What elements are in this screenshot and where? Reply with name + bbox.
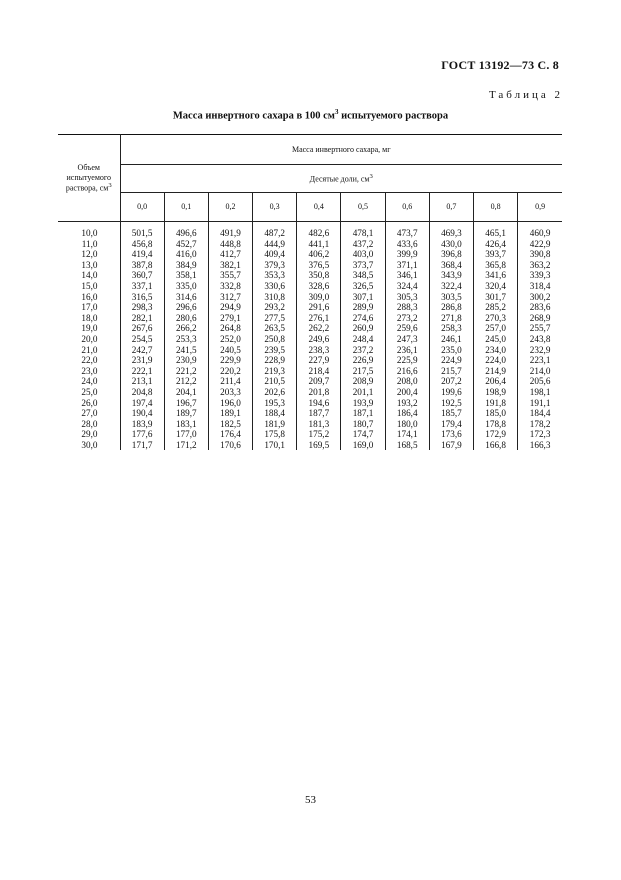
table-cell: 209,7 bbox=[297, 376, 341, 387]
table-cell: 220,2 bbox=[208, 366, 252, 377]
table-cell: 264,8 bbox=[208, 323, 252, 334]
table-cell: 241,5 bbox=[164, 345, 208, 356]
table-cell: 252,0 bbox=[208, 334, 252, 345]
table-cell: 187,7 bbox=[297, 408, 341, 419]
table-cell: 412,7 bbox=[208, 249, 252, 260]
table-cell: 282,1 bbox=[131, 312, 153, 323]
column-header: 0,4 bbox=[297, 193, 341, 222]
table-cell: 409,4 bbox=[253, 249, 297, 260]
table-cell: 171,2 bbox=[164, 440, 208, 451]
row-volume: 13,0 bbox=[58, 260, 120, 271]
table-cell: 452,7 bbox=[164, 239, 208, 250]
row-volume: 12,0 bbox=[58, 249, 120, 260]
document-reference: ГОСТ 13192—73 С. 8 bbox=[441, 58, 559, 72]
table-cell: 210,5 bbox=[253, 376, 297, 387]
table-cell: 298,3 bbox=[131, 302, 153, 313]
table-cell: 280,6 bbox=[164, 313, 208, 324]
table-cell: 234,0 bbox=[474, 345, 518, 356]
table-cell: 254,5 bbox=[131, 333, 153, 344]
table-cell: 238,3 bbox=[297, 345, 341, 356]
table-cell: 190,4 bbox=[131, 408, 153, 419]
table-cell: 263,5 bbox=[253, 323, 297, 334]
table-cell: 469,3 bbox=[429, 222, 473, 239]
table-cell: 305,3 bbox=[385, 292, 429, 303]
column-header: 0,2 bbox=[208, 193, 252, 222]
row-volume: 22,0 bbox=[58, 355, 120, 366]
table-cell: 318,4 bbox=[518, 281, 562, 292]
table-cell: 307,1 bbox=[341, 292, 385, 303]
table-cell: 185,0 bbox=[474, 408, 518, 419]
row-volume: 14,0 bbox=[58, 270, 120, 281]
table-cell: 191,1 bbox=[518, 398, 562, 409]
table-cell: 346,1 bbox=[385, 270, 429, 281]
table-cell: 194,6 bbox=[297, 398, 341, 409]
column-header: 0,8 bbox=[474, 193, 518, 222]
table-cell: 286,8 bbox=[429, 302, 473, 313]
table-cell: 288,3 bbox=[385, 302, 429, 313]
table-title-text: Масса инвертного сахара в 100 см bbox=[172, 110, 335, 122]
table-cell: 179,4 bbox=[429, 419, 473, 430]
table-cell: 221,2 bbox=[164, 366, 208, 377]
table-cell: 368,4 bbox=[429, 260, 473, 271]
stub-line-2: испытуемого bbox=[66, 172, 111, 182]
table-cell: 416,0 bbox=[164, 249, 208, 260]
table-cell: 277,5 bbox=[253, 313, 297, 324]
table-cell: 350,8 bbox=[297, 270, 341, 281]
table-row bbox=[58, 398, 562, 409]
table-cell: 273,2 bbox=[385, 313, 429, 324]
column-header: 0,9 bbox=[518, 193, 562, 222]
table-cell: 166,3 bbox=[518, 440, 562, 451]
table-row bbox=[58, 270, 562, 281]
table-cell: 328,6 bbox=[297, 281, 341, 292]
table-row bbox=[58, 387, 562, 398]
table-cell: 178,8 bbox=[474, 419, 518, 430]
table-cell: 257,0 bbox=[474, 323, 518, 334]
row-volume: 16,0 bbox=[58, 292, 120, 303]
table-cell: 167,9 bbox=[429, 440, 473, 451]
table-cell: 243,8 bbox=[518, 334, 562, 345]
table-cell: 343,9 bbox=[429, 270, 473, 281]
table-cell: 215,7 bbox=[429, 366, 473, 377]
column-header: 0,6 bbox=[385, 193, 429, 222]
row-volume: 20,0 bbox=[58, 334, 120, 345]
table-cell: 255,7 bbox=[518, 323, 562, 334]
column-header: 0,0 bbox=[120, 193, 164, 222]
table-cell: 393,7 bbox=[474, 249, 518, 260]
table-cell: 181,9 bbox=[253, 419, 297, 430]
table-cell: 222,1 bbox=[131, 365, 153, 376]
table-cell: 177,0 bbox=[164, 429, 208, 440]
row-volume: 26,0 bbox=[58, 398, 120, 409]
table-cell: 205,6 bbox=[518, 376, 562, 387]
table-cell: 196,7 bbox=[164, 398, 208, 409]
table-cell: 301,7 bbox=[474, 292, 518, 303]
table-cell: 289,9 bbox=[341, 302, 385, 313]
table-row bbox=[58, 239, 562, 250]
table-cell: 223,1 bbox=[518, 355, 562, 366]
table-cell: 496,6 bbox=[164, 222, 208, 239]
table-cell: 226,9 bbox=[341, 355, 385, 366]
table-cell: 384,9 bbox=[164, 260, 208, 271]
table-cell: 236,1 bbox=[385, 345, 429, 356]
table-cell: 208,0 bbox=[385, 376, 429, 387]
table-cell: 473,7 bbox=[385, 222, 429, 239]
table-cell: 199,6 bbox=[429, 387, 473, 398]
table-cell: 274,6 bbox=[341, 313, 385, 324]
table-cell: 341,6 bbox=[474, 270, 518, 281]
table-cell: 444,9 bbox=[253, 239, 297, 250]
table-cell: 175,2 bbox=[297, 429, 341, 440]
table-cell: 198,9 bbox=[474, 387, 518, 398]
table-cell: 403,0 bbox=[341, 249, 385, 260]
table-cell: 309,0 bbox=[297, 292, 341, 303]
table-cell: 460,9 bbox=[518, 222, 562, 239]
table-cell: 204,1 bbox=[164, 387, 208, 398]
table-cell: 242,7 bbox=[131, 344, 153, 355]
table-cell: 248,4 bbox=[341, 334, 385, 345]
row-volume: 18,0 bbox=[58, 313, 120, 324]
table-cell: 216,6 bbox=[385, 366, 429, 377]
table-cell: 197,4 bbox=[131, 397, 153, 408]
table-cell: 174,1 bbox=[385, 429, 429, 440]
table-cell: 219,3 bbox=[253, 366, 297, 377]
table-cell: 371,1 bbox=[385, 260, 429, 271]
stub-line-3: раствора, см bbox=[65, 183, 109, 193]
table-cell: 314,6 bbox=[164, 292, 208, 303]
table-row bbox=[58, 323, 562, 334]
table-cell: 178,2 bbox=[518, 419, 562, 430]
table-cell: 187,1 bbox=[341, 408, 385, 419]
table-cell: 291,6 bbox=[297, 302, 341, 313]
table-row bbox=[58, 260, 562, 271]
table-row bbox=[58, 222, 562, 239]
table-cell: 201,1 bbox=[341, 387, 385, 398]
table-cell: 201,8 bbox=[297, 387, 341, 398]
table-title-sup: 3 bbox=[334, 108, 339, 116]
table-title-tail: испытуемого раствора bbox=[338, 110, 449, 122]
table-cell: 172,3 bbox=[518, 429, 562, 440]
table-cell: 188,4 bbox=[253, 408, 297, 419]
row-volume: 27,0 bbox=[58, 408, 120, 419]
table-cell: 430,0 bbox=[429, 239, 473, 250]
table-cell: 249,6 bbox=[297, 334, 341, 345]
table-cell: 406,2 bbox=[297, 249, 341, 260]
row-volume: 10,0 bbox=[58, 222, 120, 239]
table-cell: 203,3 bbox=[208, 387, 252, 398]
table-cell: 182,5 bbox=[208, 419, 252, 430]
table-cell: 214,9 bbox=[474, 366, 518, 377]
table-cell: 320,4 bbox=[474, 281, 518, 292]
table-cell: 230,9 bbox=[164, 355, 208, 366]
stub-header bbox=[58, 135, 120, 222]
table-cell: 326,5 bbox=[341, 281, 385, 292]
table-cell: 246,1 bbox=[429, 334, 473, 345]
table-cell: 183,9 bbox=[131, 418, 153, 429]
column-header: 0,7 bbox=[429, 193, 473, 222]
table-cell: 365,8 bbox=[474, 260, 518, 271]
table-cell: 283,6 bbox=[518, 302, 562, 313]
table-cell: 195,3 bbox=[253, 398, 297, 409]
table-cell: 390,8 bbox=[518, 249, 562, 260]
table-cell: 217,5 bbox=[341, 366, 385, 377]
table-cell: 260,9 bbox=[341, 323, 385, 334]
table-cell: 245,0 bbox=[474, 334, 518, 345]
column-header: 0,3 bbox=[253, 193, 297, 222]
table-cell: 218,4 bbox=[297, 366, 341, 377]
table-cell: 348,5 bbox=[341, 270, 385, 281]
table-cell: 204,8 bbox=[131, 386, 153, 397]
table-cell: 176,4 bbox=[208, 429, 252, 440]
table-cell: 482,6 bbox=[297, 222, 341, 239]
table-cell: 177,6 bbox=[131, 429, 153, 440]
table-cell: 294,9 bbox=[208, 302, 252, 313]
table-cell: 376,5 bbox=[297, 260, 341, 271]
row-volume: 11,0 bbox=[58, 239, 120, 250]
table-cell: 173,6 bbox=[429, 429, 473, 440]
table-cell: 268,9 bbox=[518, 313, 562, 324]
table-cell: 387,8 bbox=[131, 259, 153, 270]
column-header: 0,5 bbox=[341, 193, 385, 222]
table-cell: 180,0 bbox=[385, 419, 429, 430]
table-cell: 276,1 bbox=[297, 313, 341, 324]
table-label: Таблица 2 bbox=[488, 89, 563, 101]
table-cell: 337,1 bbox=[131, 280, 153, 291]
row-volume: 21,0 bbox=[58, 345, 120, 356]
table-cell: 501,5 bbox=[131, 228, 153, 238]
table-cell: 363,2 bbox=[518, 260, 562, 271]
table-cell: 465,1 bbox=[474, 222, 518, 239]
table-cell: 213,1 bbox=[131, 376, 153, 387]
table-cell: 266,2 bbox=[164, 323, 208, 334]
table-cell: 198,1 bbox=[518, 387, 562, 398]
table-row bbox=[58, 366, 562, 377]
header-mass: Масса инвертного сахара, мг bbox=[120, 135, 562, 165]
table-cell: 170,1 bbox=[253, 440, 297, 451]
table-cell: 303,5 bbox=[429, 292, 473, 303]
table-cell: 279,1 bbox=[208, 313, 252, 324]
table-cell: 262,2 bbox=[297, 323, 341, 334]
row-volume: 28,0 bbox=[58, 419, 120, 430]
table-row bbox=[58, 334, 562, 345]
table-cell: 207,2 bbox=[429, 376, 473, 387]
table-cell: 456,8 bbox=[131, 238, 153, 249]
table-cell: 330,6 bbox=[253, 281, 297, 292]
table-cell: 225,9 bbox=[385, 355, 429, 366]
table-cell: 196,0 bbox=[208, 398, 252, 409]
table-cell: 259,6 bbox=[385, 323, 429, 334]
table-row bbox=[58, 281, 562, 292]
row-volume: 15,0 bbox=[58, 281, 120, 292]
table-cell: 373,7 bbox=[341, 260, 385, 271]
table-cell: 355,7 bbox=[208, 270, 252, 281]
table-cell: 247,3 bbox=[385, 334, 429, 345]
table-cell: 441,1 bbox=[297, 239, 341, 250]
table-cell: 208,9 bbox=[341, 376, 385, 387]
table-row bbox=[58, 345, 562, 356]
table-cell: 422,9 bbox=[518, 239, 562, 250]
table-cell: 171,7 bbox=[131, 439, 153, 450]
table-cell: 193,2 bbox=[385, 398, 429, 409]
table-cell: 448,8 bbox=[208, 239, 252, 250]
table-cell: 169,5 bbox=[297, 440, 341, 451]
table-cell: 433,6 bbox=[385, 239, 429, 250]
table-cell: 211,4 bbox=[208, 376, 252, 387]
column-header: 0,1 bbox=[164, 193, 208, 222]
table-cell: 240,5 bbox=[208, 345, 252, 356]
table-title bbox=[0, 108, 621, 122]
table-cell: 399,9 bbox=[385, 249, 429, 260]
row-volume: 17,0 bbox=[58, 302, 120, 313]
table-cell: 419,4 bbox=[131, 249, 153, 260]
table-cell: 253,3 bbox=[164, 334, 208, 345]
table-row bbox=[58, 292, 562, 303]
row-volume: 30,0 bbox=[58, 440, 120, 451]
row-volume: 19,0 bbox=[58, 323, 120, 334]
row-volume: 24,0 bbox=[58, 376, 120, 387]
table-cell: 169,0 bbox=[341, 440, 385, 451]
table-cell: 206,4 bbox=[474, 376, 518, 387]
table-cell: 270,3 bbox=[474, 313, 518, 324]
table-cell: 339,3 bbox=[518, 270, 562, 281]
table-cell: 193,9 bbox=[341, 398, 385, 409]
table-cell: 235,0 bbox=[429, 345, 473, 356]
table-row bbox=[58, 355, 562, 366]
table-row bbox=[58, 440, 562, 451]
row-volume: 29,0 bbox=[58, 429, 120, 440]
table-cell: 267,6 bbox=[131, 323, 153, 334]
page-number: 53 bbox=[305, 794, 316, 806]
table-row bbox=[58, 376, 562, 387]
table-cell: 358,1 bbox=[164, 270, 208, 281]
table-cell: 183,1 bbox=[164, 419, 208, 430]
table-cell: 200,4 bbox=[385, 387, 429, 398]
table-cell: 224,9 bbox=[429, 355, 473, 366]
table-cell: 332,8 bbox=[208, 281, 252, 292]
table-cell: 312,7 bbox=[208, 292, 252, 303]
header-tenths bbox=[120, 165, 562, 193]
table-cell: 487,2 bbox=[253, 222, 297, 239]
table-cell: 239,5 bbox=[253, 345, 297, 356]
table-cell: 189,1 bbox=[208, 408, 252, 419]
table-cell: 172,9 bbox=[474, 429, 518, 440]
table-cell: 185,7 bbox=[429, 408, 473, 419]
table-cell: 310,8 bbox=[253, 292, 297, 303]
row-volume: 23,0 bbox=[58, 366, 120, 377]
table-cell: 181,3 bbox=[297, 419, 341, 430]
stub-sup: 3 bbox=[108, 181, 112, 189]
table-cell: 360,7 bbox=[131, 270, 153, 281]
table-row bbox=[58, 313, 562, 324]
table-cell: 396,8 bbox=[429, 249, 473, 260]
table-cell: 379,3 bbox=[253, 260, 297, 271]
table-cell: 271,8 bbox=[429, 313, 473, 324]
table-cell: 212,2 bbox=[164, 376, 208, 387]
table-cell: 184,4 bbox=[518, 408, 562, 419]
sugar-mass-table bbox=[58, 134, 562, 450]
table-cell: 382,1 bbox=[208, 260, 252, 271]
table-cell: 296,6 bbox=[164, 302, 208, 313]
table-cell: 175,8 bbox=[253, 429, 297, 440]
table-cell: 224,0 bbox=[474, 355, 518, 366]
table-cell: 231,9 bbox=[131, 355, 153, 366]
table-cell: 300,2 bbox=[518, 292, 562, 303]
table-cell: 191,8 bbox=[474, 398, 518, 409]
table-row bbox=[58, 302, 562, 313]
table-cell: 168,5 bbox=[385, 440, 429, 451]
table-cell: 237,2 bbox=[341, 345, 385, 356]
table-cell: 192,5 bbox=[429, 398, 473, 409]
table-cell: 316,5 bbox=[131, 291, 153, 302]
table-cell: 285,2 bbox=[474, 302, 518, 313]
table-cell: 250,8 bbox=[253, 334, 297, 345]
table-row bbox=[58, 408, 562, 419]
table-cell: 293,2 bbox=[253, 302, 297, 313]
header-tenths-sup: 3 bbox=[369, 173, 373, 181]
table-cell: 437,2 bbox=[341, 239, 385, 250]
stub-line-1: Объем bbox=[77, 163, 100, 173]
header-tenths-text: Десятые доли, см bbox=[309, 174, 370, 184]
table-cell: 232,9 bbox=[518, 345, 562, 356]
table-cell: 353,3 bbox=[253, 270, 297, 281]
table-cell: 202,6 bbox=[253, 387, 297, 398]
table-cell: 322,4 bbox=[429, 281, 473, 292]
table-cell: 174,7 bbox=[341, 429, 385, 440]
table-row bbox=[58, 249, 562, 260]
table-cell: 478,1 bbox=[341, 222, 385, 239]
table-cell: 491,9 bbox=[208, 222, 252, 239]
table-cell: 170,6 bbox=[208, 440, 252, 451]
table-cell: 228,9 bbox=[253, 355, 297, 366]
row-volume: 25,0 bbox=[58, 387, 120, 398]
table-cell: 426,4 bbox=[474, 239, 518, 250]
table-cell: 214,0 bbox=[518, 366, 562, 377]
table-cell: 258,3 bbox=[429, 323, 473, 334]
table-cell: 186,4 bbox=[385, 408, 429, 419]
table-cell: 227,9 bbox=[297, 355, 341, 366]
table-cell: 229,9 bbox=[208, 355, 252, 366]
table-cell: 180,7 bbox=[341, 419, 385, 430]
table-cell: 189,7 bbox=[164, 408, 208, 419]
table-cell: 335,0 bbox=[164, 281, 208, 292]
table-row bbox=[58, 429, 562, 440]
table-row bbox=[58, 419, 562, 430]
table-cell: 166,8 bbox=[474, 440, 518, 451]
table-cell: 324,4 bbox=[385, 281, 429, 292]
